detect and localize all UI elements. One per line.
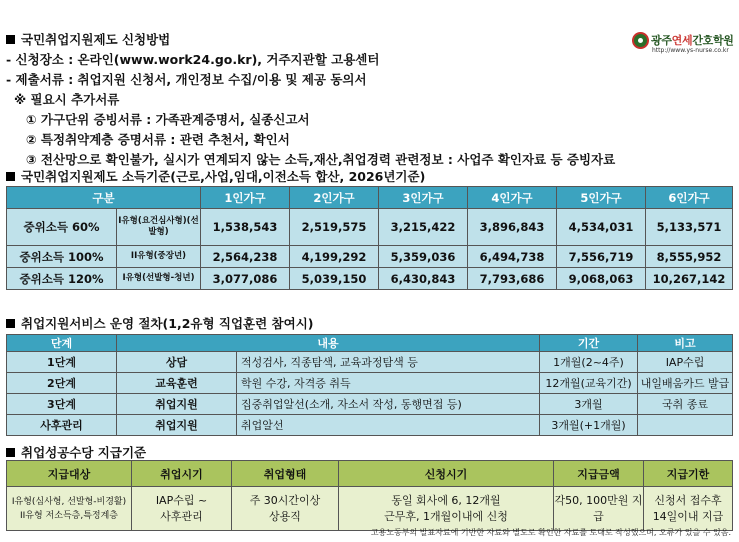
- step-period: 12개월(교육기간): [540, 373, 638, 394]
- table-cell: 5,039,150: [290, 268, 379, 290]
- apply-location-line: - 신청장소 : 온라인(www.work24.go.kr), 거주지관할 고용센터: [6, 52, 380, 67]
- column-header: 4인가구: [468, 187, 557, 209]
- step-label: 2단계: [7, 373, 117, 394]
- bullet-square-icon: [6, 319, 15, 328]
- row-type: I유형(선발형-청년): [117, 268, 201, 290]
- table-row: [7, 394, 733, 415]
- table-cell: 6,494,738: [468, 246, 557, 268]
- column-header: 6인가구: [646, 187, 733, 209]
- row-label: 중위소득 100%: [7, 246, 117, 268]
- academy-logo: [632, 30, 736, 58]
- step-note: 내일배움카드 발급: [638, 373, 733, 394]
- table-cell: 4,534,031: [557, 209, 646, 246]
- table-cell: 8,555,952: [646, 246, 733, 268]
- row-label: 중위소득 60%: [7, 209, 117, 246]
- benefit-target: I유형(심사형, 선발형-비경활) II유형 저소득층,특정계층: [7, 487, 132, 531]
- step-period: 3개월(+1개월): [540, 415, 638, 436]
- row-label: 중위소득 120%: [7, 268, 117, 290]
- step-note: 국취 종료: [638, 394, 733, 415]
- bullet-square-icon: [6, 172, 15, 181]
- table-cell: 5,359,036: [379, 246, 468, 268]
- table-header-row: [7, 461, 733, 487]
- table-cell: 9,068,063: [557, 268, 646, 290]
- step-label: 3단계: [7, 394, 117, 415]
- column-header: 5인가구: [557, 187, 646, 209]
- step-content: 집중취업알선(소개, 자소서 작성, 동행면접 등): [237, 394, 540, 415]
- benefit-apply-time: 동일 회사에 6, 12개월 근무후, 1개월이내에 신청: [339, 487, 554, 531]
- section3-heading: [6, 314, 313, 332]
- section2-title: 국민취업지원제도 소득기준(근로,사업,임대,이전소득 합산, 2026년기준): [21, 169, 426, 184]
- service-process-table: [6, 334, 733, 436]
- table-cell: 2,519,575: [290, 209, 379, 246]
- benefit-timing: IAP수립 ~ 사후관리: [132, 487, 232, 531]
- table-cell: 2,564,238: [201, 246, 290, 268]
- section1-title: 국민취업지원제도 신청방법: [21, 32, 171, 47]
- table-cell: 3,077,086: [201, 268, 290, 290]
- column-header: 3인가구: [379, 187, 468, 209]
- benefit-deadline: 신청서 접수후 14일이내 지급: [644, 487, 733, 531]
- additional-doc-1: ① 가구단위 증빙서류 : 가족관계증명서, 실종신고서: [26, 112, 310, 127]
- benefit-type: 주 30시간이상 상용직: [232, 487, 339, 531]
- table-row: [7, 268, 733, 290]
- section4-heading: [6, 443, 146, 461]
- column-header: 구분: [7, 187, 201, 209]
- documents-line: - 제출서류 : 취업지원 신청서, 개인정보 수집/이용 및 제공 동의서: [6, 72, 367, 87]
- table-row: [7, 209, 733, 246]
- table-row: [7, 415, 733, 436]
- section2-heading: [6, 167, 425, 185]
- academy-emblem-icon: [632, 32, 649, 49]
- column-header: 2인가구: [290, 187, 379, 209]
- table-header-row: [7, 187, 733, 209]
- table-cell: 7,793,686: [468, 268, 557, 290]
- section1-heading: [6, 30, 170, 48]
- column-header: 지급금액: [554, 461, 644, 487]
- table-cell: 7,556,719: [557, 246, 646, 268]
- step-content: 취업알선: [237, 415, 540, 436]
- section4-title: 취업성공수당 지급기준: [21, 445, 147, 460]
- success-allowance-table: [6, 460, 733, 531]
- footnote: 고용노동부의 발표자료에 기반한 자료와 별도로 확인한 자료를 토대로 작성했으며, 오류가 있을 수 있음.: [370, 528, 731, 537]
- bullet-square-icon: [6, 35, 15, 44]
- table-row: [7, 487, 733, 531]
- section3-title: 취업지원서비스 운영 절차(1,2유형 직업훈련 참여시): [21, 316, 314, 331]
- step-content: 학원 수강, 자격증 취득: [237, 373, 540, 394]
- income-criteria-table: [6, 186, 733, 290]
- column-header: 비고: [638, 335, 733, 352]
- table-row: [7, 352, 733, 373]
- step-content: 적성검사, 직종탐색, 교육과정탐색 등: [237, 352, 540, 373]
- academy-url: http://www.ys-nurse.co.kr: [652, 47, 729, 54]
- additional-docs-note: ※ 필요시 추가서류: [14, 92, 120, 107]
- step-name: 취업지원: [117, 394, 237, 415]
- table-cell: 1,538,543: [201, 209, 290, 246]
- column-header: 지급기한: [644, 461, 733, 487]
- table-cell: 5,133,571: [646, 209, 733, 246]
- column-header: 내용: [117, 335, 540, 352]
- column-header: 신청시기: [339, 461, 554, 487]
- step-name: 상담: [117, 352, 237, 373]
- additional-doc-3: ③ 전산망으로 확인불가, 실시가 연계되지 않는 소득,재산,취업경력 관련정보 : 사업주 확인자료 등 증빙자료: [26, 152, 616, 167]
- additional-doc-2: ② 특정취약계층 증명서류 : 관련 추천서, 확인서: [26, 132, 290, 147]
- table-cell: 3,896,843: [468, 209, 557, 246]
- table-cell: 4,199,292: [290, 246, 379, 268]
- step-period: 1개월(2~4주): [540, 352, 638, 373]
- row-type: I유형(요건심사형)(선발형): [117, 209, 201, 246]
- table-cell: 10,267,142: [646, 268, 733, 290]
- column-header: 1인가구: [201, 187, 290, 209]
- table-row: [7, 246, 733, 268]
- column-header: 지급대상: [7, 461, 132, 487]
- column-header: 취업형태: [232, 461, 339, 487]
- table-row: [7, 373, 733, 394]
- step-period: 3개월: [540, 394, 638, 415]
- table-header-row: [7, 335, 733, 352]
- step-note: [638, 415, 733, 436]
- step-label: 1단계: [7, 352, 117, 373]
- benefit-amount: 각50, 100만원 지급: [554, 487, 644, 531]
- step-name: 교육훈련: [117, 373, 237, 394]
- column-header: 단계: [7, 335, 117, 352]
- table-cell: 6,430,843: [379, 268, 468, 290]
- column-header: 기간: [540, 335, 638, 352]
- table-cell: 3,215,422: [379, 209, 468, 246]
- step-note: IAP수립: [638, 352, 733, 373]
- step-label: 사후관리: [7, 415, 117, 436]
- academy-name: 광주연세간호학원: [651, 34, 734, 47]
- bullet-square-icon: [6, 448, 15, 457]
- column-header: 취업시기: [132, 461, 232, 487]
- row-type: II유형(중장년): [117, 246, 201, 268]
- step-name: 취업지원: [117, 415, 237, 436]
